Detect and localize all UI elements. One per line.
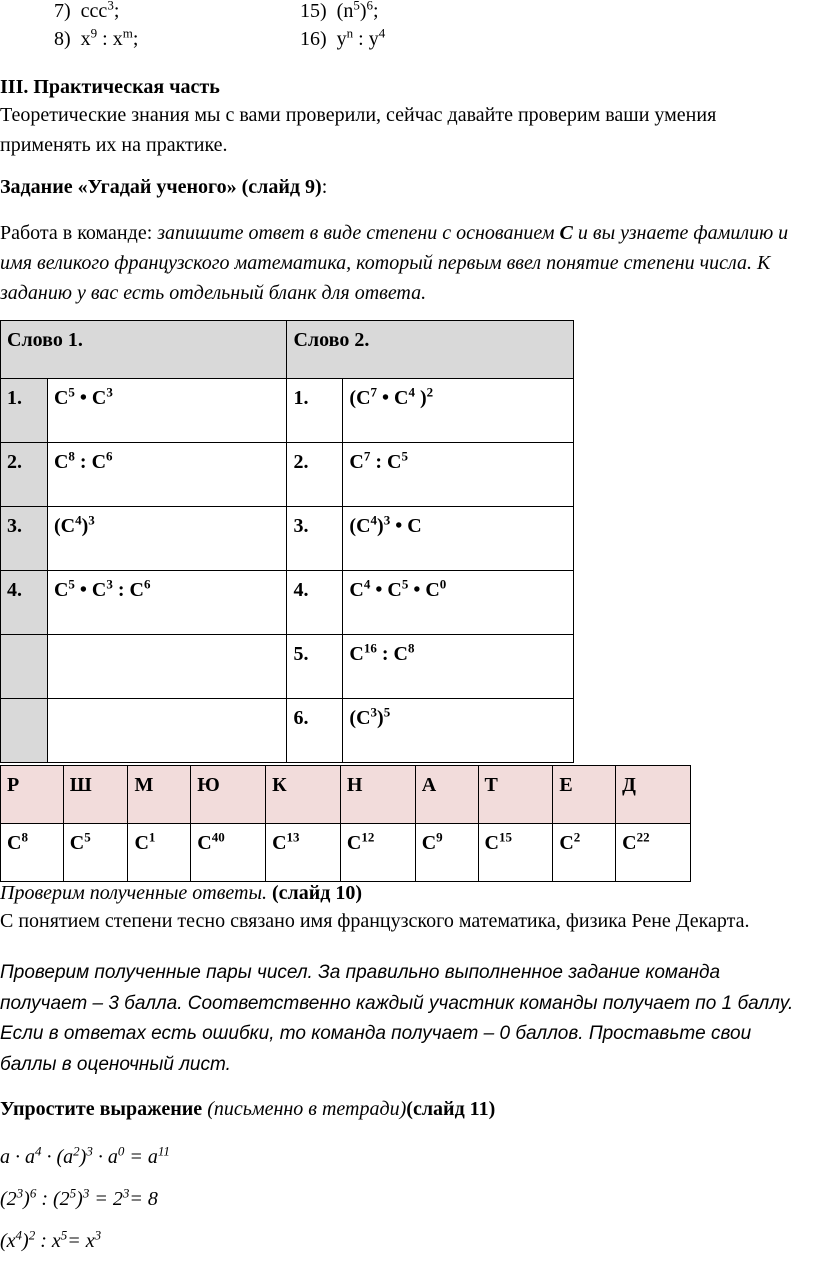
- power-cell: [478, 824, 553, 882]
- exercise-16: 16) $y^n$ : $y^4$: [300, 25, 386, 50]
- row-number: [1, 699, 48, 763]
- power-exponent: 15: [498, 829, 512, 845]
- power-cell: [340, 824, 415, 882]
- letter-cell: Н: [340, 766, 415, 824]
- descartes-note: С понятием степени тесно связано имя французского математика, физика Рене Декарта.: [0, 910, 750, 932]
- expression-cell: $С^8$ : $С^6$: [47, 443, 287, 507]
- check-answers: Проверим полученные ответы. (слайд 10): [0, 882, 363, 904]
- row-number: 2.: [1, 443, 48, 507]
- row-number: 3.: [1, 507, 48, 571]
- power-cell: [191, 824, 266, 882]
- power-exponent: 22: [636, 829, 650, 845]
- letter-cell: К: [266, 766, 341, 824]
- equation-3: $(x^4)^2$ : $x^5= x^3$: [0, 1227, 102, 1252]
- power-base: С: [346, 832, 362, 854]
- expression-cell: [47, 635, 287, 699]
- power-exponent: 2: [573, 829, 581, 845]
- power-cell: [415, 824, 478, 882]
- section-heading: III. Практическая часть: [0, 76, 220, 98]
- exercise-8: 8) $x^9$ : $x^m$;: [54, 25, 139, 50]
- expression-cell: $(С^3)^5$: [343, 699, 574, 763]
- row-number: 2.: [287, 443, 343, 507]
- power-base: С: [134, 832, 149, 854]
- row-number: 4.: [1, 571, 48, 635]
- word1-header: Слово 1.: [1, 321, 287, 379]
- power-cell: [128, 824, 191, 882]
- equation-2: $(2^3)^6$ : $(2^5)^3 = 2^3= 8$: [0, 1185, 158, 1210]
- section-intro: Теоретические знания мы с вами проверили, сейчас давайте проверим ваши умения применять их на практике.: [0, 104, 717, 156]
- expression-cell: $(С^4)^3$ • С: [343, 507, 574, 571]
- row-number: 6.: [287, 699, 343, 763]
- power-cell: [1, 824, 64, 882]
- power-exponent: 5: [84, 829, 91, 845]
- power-base: С: [559, 832, 574, 854]
- letter-cell: Д: [616, 766, 691, 824]
- exercise-7: 7) ccc$^3$;: [54, 0, 120, 22]
- row-number: 5.: [287, 635, 343, 699]
- power-exponent: 8: [21, 829, 28, 845]
- letter-cell: Ш: [63, 766, 128, 824]
- letter-cell: А: [415, 766, 478, 824]
- row-number: 1.: [1, 379, 48, 443]
- expression-cell: $С^4$ • $С^5$ • $С^0$: [343, 571, 574, 635]
- expression-cell: $С^5$ • $С^3$ : $С^6$: [47, 571, 287, 635]
- power-base: С: [69, 832, 85, 854]
- word-table: [0, 320, 574, 763]
- exercise-15: 15) $(n^5)^6$;: [300, 0, 379, 22]
- task-title: Задание «Угадай ученого» (слайд 9):: [0, 176, 328, 198]
- word2-header: Слово 2.: [287, 321, 574, 379]
- row-number: 4.: [287, 571, 343, 635]
- expression-cell: ($С^7$ • $С^4$ )$^2$: [343, 379, 574, 443]
- equation-1: $a \cdot a^4 \cdot (a^2)^3 \cdot a^0 = a^{11}$: [0, 1143, 170, 1168]
- power-cell: [266, 824, 341, 882]
- letter-cell: Р: [1, 766, 64, 824]
- power-base: С: [484, 832, 499, 854]
- power-base: С: [421, 832, 437, 854]
- power-base: С: [622, 832, 637, 854]
- power-exponent: 9: [436, 829, 443, 845]
- power-base: С: [197, 832, 212, 854]
- power-exponent: 40: [211, 829, 225, 845]
- power-cell: [63, 824, 128, 882]
- row-number: 3.: [287, 507, 343, 571]
- expression-cell: $С^{16}$ : $С^8$: [343, 635, 574, 699]
- row-number: [1, 635, 48, 699]
- simplify-title: Упростите выражение (письменно в тетради)(слайд 11): [0, 1098, 496, 1120]
- expression-cell: $С^5$ • $С^3$: [47, 379, 287, 443]
- power-cell: [616, 824, 691, 882]
- expression-cell: [47, 699, 287, 763]
- power-exponent: 13: [286, 829, 300, 845]
- power-cell: [553, 824, 616, 882]
- row-number: 1.: [287, 379, 343, 443]
- expression-cell: $(С^4)^3$: [47, 507, 287, 571]
- letter-cell: М: [128, 766, 191, 824]
- power-exponent: 1: [148, 829, 156, 845]
- power-base: С: [7, 832, 22, 854]
- letter-table: [0, 765, 691, 882]
- letter-cell: Ю: [191, 766, 266, 824]
- letter-cell: Е: [553, 766, 616, 824]
- expression-cell: $С^7$ : $С^5$: [343, 443, 574, 507]
- power-base: С: [272, 832, 287, 854]
- power-exponent: 12: [361, 829, 375, 845]
- pairs-instruction: Проверим полученные пары чисел. За правильно выполненное задание команда получает – 3 балла. Соответственно каждый участник команды получает по 1 баллу. Если в ответах есть ошибки, то команда получает – 0 баллов. Проставьте свои баллы в оценочный лист.: [0, 962, 794, 1075]
- task-instruction: Работа в команде: запишите ответ в виде степени с основанием С и вы узнаете фамилию и имя великого французского математика, который первым ввел понятие степени числа. К заданию у вас есть отдельный бланк для ответа.: [0, 222, 789, 304]
- letter-cell: Т: [478, 766, 553, 824]
